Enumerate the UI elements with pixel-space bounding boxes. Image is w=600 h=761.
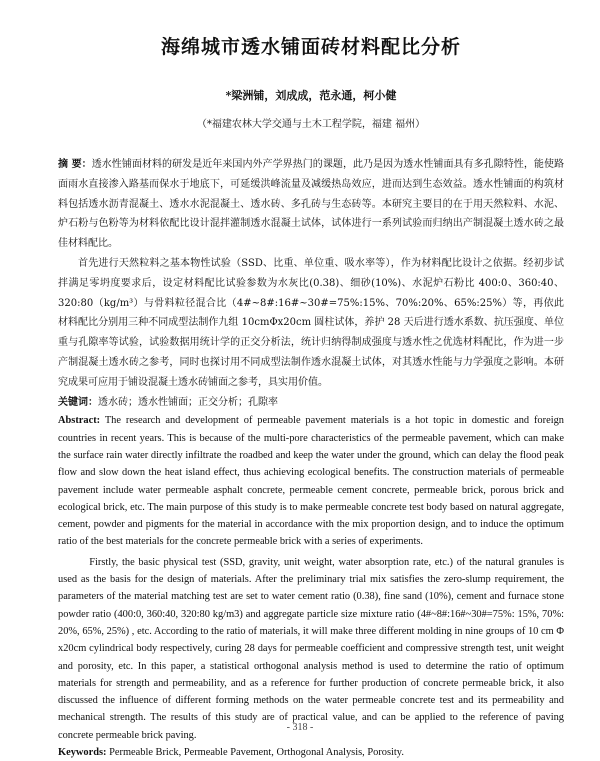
chinese-keywords-label: 关键词： [58, 396, 98, 408]
english-abstract-label: Abstract: [58, 415, 101, 427]
affiliation: （*福建农林大学交通与土木工程学院，福建 福州） [196, 119, 426, 130]
chinese-abstract-paragraph-1: 透水性铺面材料的研发是近年来国内外产学界热门的课题，此乃是因为透水性铺面具有多孔隙特性，能使路面雨水直接渗入路基而保水于地底下，可延缓洪峰流量及减缓热岛效应，进而达到生态效益。透水性铺面的构筑材料包括透水沥青混凝土、透水水泥混凝土、透水砖、多孔砖与生态砖等。本研究主要目的在于用天然粒料、水泥、炉石粉与色粉等为材料依配比设计混拌灌制透水混凝土试体，试体进行一系列试验而归纳出产制混凝土透水砖之最佳材料配比。 [58, 159, 565, 250]
english-abstract-paragraph-2: Firstly, the basic physical test (SSD, gravity, unit weight, water absorption rate, etc.) of the natural granules is used as the basis for the design of materials. After the preliminary trial mix satisfies the zero-slump requirement, the parameters of the material matching test are set to water cement ratio (0.38), fine sand (10%), cement and furnace stone powder ratio (400:0, 360:40, 320:80 kg/m3) and aggregate particle size mixture ratio (4#~8#:16#~30#=75%: 15%, 70%: 20%, 65%, 25%) , etc. According to the ratio of materials, it will make three different molding in nine groups of 10 cm Φ x20cm cylindrical body respectively, curing 28 days for permeable coefficient and compressive strength test, unit weight and porosity, etc. In this paper, a statistical orthogonal analysis method is used to determine the ratio of optimum materials for strength and permeability, and as a reference for further production of concrete permeable brick, it also discussed the influence of different forming methods on the water permeable concrete test and its permeability and mechanical strength. The results of this study are of practical value, and can be applied to the reference of paving concrete permeable brick paving. [58, 556, 564, 741]
english-abstract-paragraph-1: The research and development of permeable pavement materials is a hot topic in domestic and foreign countries in recent years. This is because of the multi-pore characteristics of the permeable pavement, which can make the surface rain water directly infiltrate the roadbed and keep the water under the ground, which can delay the flood peak flow and slow down the heat island effect, thus achieving ecological benefits. The construction materials of permeable pavement include water permeable asphalt concrete, permeable cement concrete, permeable brick, porous brick and ecological brick, etc. The main purpose of this study is to make permeable concrete test body based on natural aggregate, cement, powder and pigments for the material in accordance with the mix proportion design, and to induce the optimum ratio of the best materials for the concrete permeable brick with a series of experiments. [58, 415, 564, 548]
paper-title: 海绵城市透水铺面砖材料配比分析 [160, 36, 461, 58]
chinese-abstract [58, 155, 564, 254]
english-keywords-label: Keywords: [58, 747, 107, 758]
page-number: - 318 - [286, 722, 314, 733]
chinese-abstract-paragraph-2: 首先进行天然粒料之基本物性试验（SSD、比重、单位重、吸水率等），作为材料配比设计之依据。经初步试拌满足零坍度要求后，设定材料配比试验参数为水灰比(0.38)、细砂(10%)、水泥炉石粉比 400:0、360:40、320:80（kg/m³）与骨料粒径混合比（4#~8#:16#~30#=75%:15%、70%:20%、65%:25%）等，再依此材料配比分别用三种不同成型法制作九组 10cmΦx20cm 圆柱试体，养护 28 天后进行透水系数、抗压强度、单位重与孔隙率等试验，试验数据用统计学的正交分析法，统计归纳得制成强度与透水性之优选材料配比，作为进一步产制混凝土透水砖之参考，同时也探讨用不同成型法制作透水混凝土试体，对其透水性能与力学强度之影响。本研究成果可应用于铺设混凝土透水砖铺面之参考，具实用价值。 [58, 257, 564, 388]
english-abstract [58, 412, 564, 550]
chinese-abstract-label: 摘 要： [58, 159, 92, 170]
english-keywords-text: Permeable Brick, Permeable Pavement, Orthogonal Analysis, Porosity. [109, 747, 404, 758]
author-list: *梁洲铺，刘成成，范永通，柯小健 [225, 89, 397, 102]
chinese-keywords-text: 透水砖；透水性铺面；正交分析；孔隙率 [98, 396, 278, 408]
english-keywords [58, 744, 564, 761]
chinese-keywords [58, 393, 564, 413]
